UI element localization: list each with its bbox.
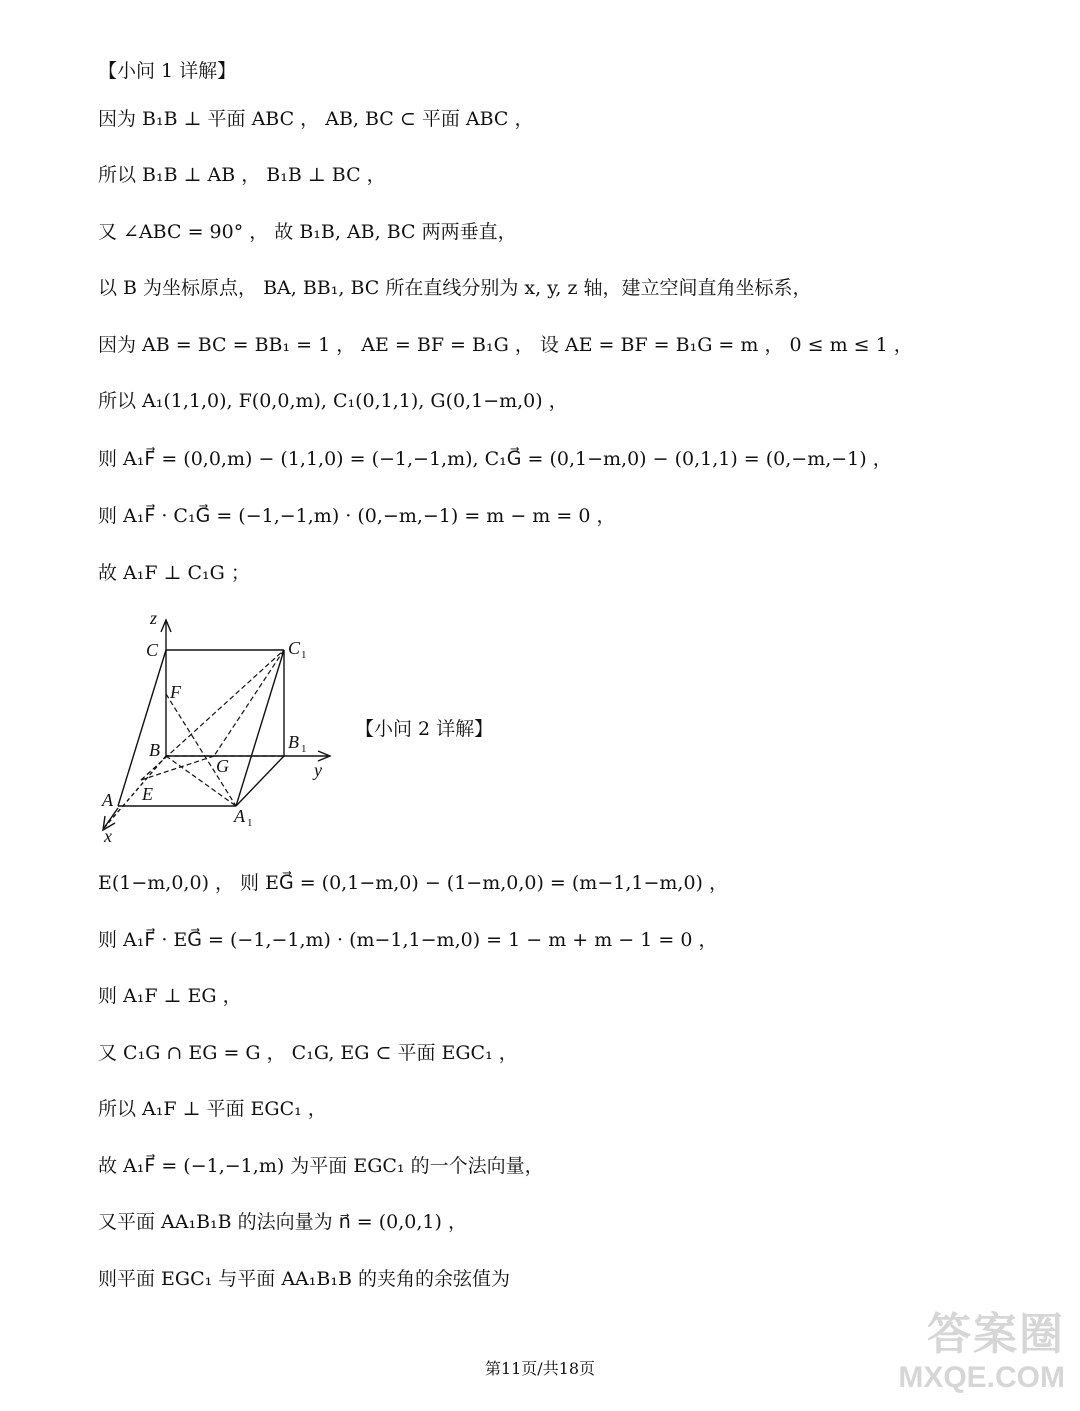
solution2-line-8: 则平面 EGC₁ 与平面 AA₁B₁B 的夹角的余弦值为 (98, 1268, 510, 1290)
segment-F-A1 (166, 694, 236, 806)
solution-line-2: 所以 B₁B ⊥ AB ， B₁B ⊥ BC ， (98, 164, 386, 186)
page-footer: 第11页/共18页 (484, 1359, 596, 1378)
label-C: C (146, 640, 159, 660)
label-C1: C (288, 638, 301, 658)
segment-C1-G (214, 650, 284, 756)
x-axis (104, 756, 166, 828)
section1-heading: 【小问 1 详解】 (98, 60, 237, 82)
watermark-bottom: MXQE.COM (898, 1361, 1065, 1394)
label-C1-sub: 1 (301, 649, 307, 661)
solution2-line-3: 则 A₁F ⊥ EG ， (98, 985, 242, 1007)
solution2-line-7: 又平面 AA₁B₁B 的法向量为 n⃗ = (0,0,1) ， (98, 1211, 467, 1233)
label-G: G (216, 756, 229, 776)
prism-coordinate-figure (96, 608, 336, 846)
label-F: F (170, 682, 181, 702)
solution2-line-5: 所以 A₁F ⊥ 平面 EGC₁ ， (98, 1098, 327, 1120)
label-A1-sub: 1 (247, 817, 253, 829)
solution-line-9: 故 A₁F ⊥ C₁G ； (98, 562, 250, 584)
segment-E-C1 (141, 650, 284, 780)
solution-line-5: 因为 AB = BC = BB₁ = 1 ， AE = BF = B₁G ， 设 AE = BF = B₁G = m ， 0 ≤ m ≤ 1 ， (98, 334, 913, 356)
solution-line-1: 因为 B₁B ⊥ 平面 ABC ， AB, BC ⊂ 平面 ABC ， (98, 108, 534, 130)
watermark-logo (895, 1310, 1065, 1405)
solution2-line-6: 故 A₁F⃗ = (−1,−1,m) 为平面 EGC₁ 的一个法向量， (98, 1155, 544, 1177)
label-A: A (102, 790, 113, 810)
solution2-line-2: 则 A₁F⃗ · EG⃗ = (−1,−1,m) · (m−1,1−m,0) = 1 − m + m − 1 = 0 ， (98, 929, 718, 951)
label-z: z (150, 608, 158, 628)
label-B1: B (288, 732, 299, 752)
solution-line-3: 又 ∠ABC = 90° ， 故 B₁B, AB, BC 两两垂直， (98, 221, 517, 243)
edge-C1-A1 (236, 650, 284, 806)
solution2-line-1: E(1−m,0,0) ， 则 EG⃗ = (0,1−m,0) − (1−m,0,0) = (m−1,1−m,0) ， (98, 872, 728, 894)
label-x: x (104, 826, 112, 846)
label-B: B (149, 740, 160, 760)
label-A1: A (234, 806, 245, 826)
solution-line-6: 所以 A₁(1,1,0), F(0,0,m), C₁(0,1,1), G(0,1−m,0) ， (98, 390, 568, 412)
solution-line-7: 则 A₁F⃗ = (0,0,m) − (1,1,0) = (−1,−1,m), C₁G⃗ = (0,1−m,0) − (0,1,1) = (0,−m,−1) ， (98, 448, 892, 470)
watermark-top: 答案圈 (927, 1310, 1065, 1359)
label-B1-sub: 1 (301, 743, 307, 755)
edge-C-A (118, 650, 166, 806)
label-E: E (142, 784, 153, 804)
solution-line-4: 以 B 为坐标原点， BA, BB₁, BC 所在直线分别为 x, y, z 轴，建立空间直角坐标系， (98, 277, 812, 299)
label-y: y (314, 760, 322, 780)
solution-line-8: 则 A₁F⃗ · C₁G⃗ = (−1,−1,m) · (0,−m,−1) = m − m = 0 ， (98, 505, 616, 527)
solution2-line-4: 又 C₁G ∩ EG = G ， C₁G, EG ⊂ 平面 EGC₁ ， (98, 1042, 518, 1064)
section2-heading: 【小问 2 详解】 (355, 718, 494, 740)
